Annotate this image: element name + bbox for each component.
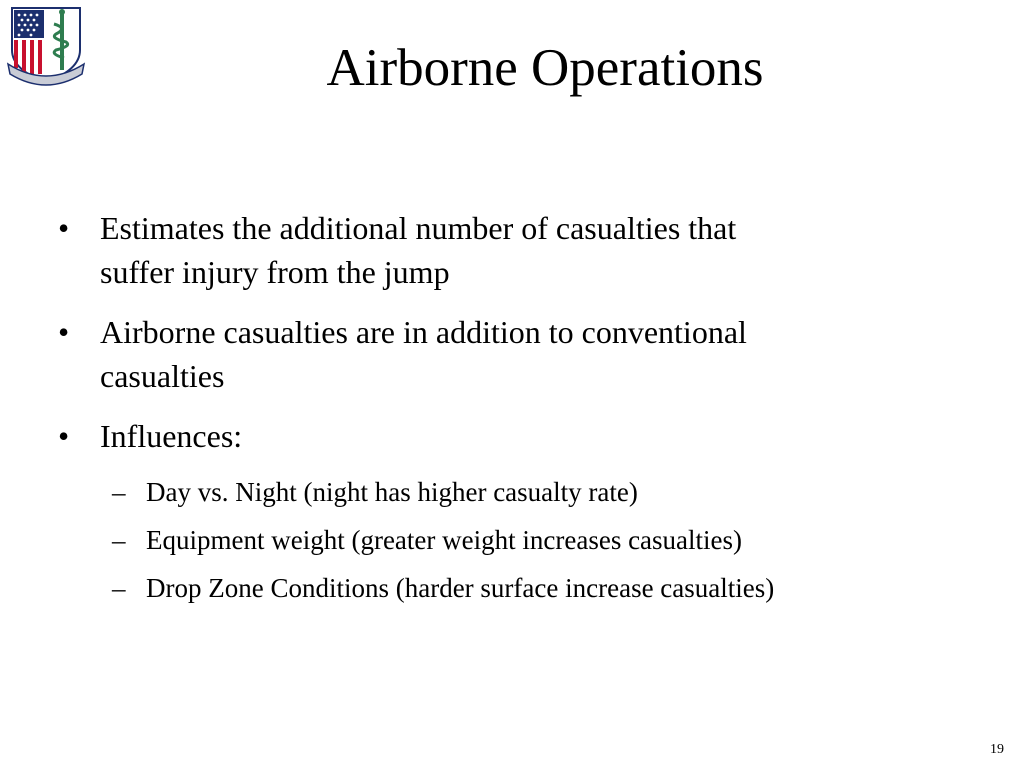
bullet-text-line: suffer injury from the jump bbox=[100, 254, 450, 290]
bullet-text-line: Estimates the additional number of casualties that bbox=[100, 210, 737, 246]
bullet-text-line: Airborne casualties are in addition to conventional bbox=[100, 314, 747, 350]
bullet-item bbox=[58, 206, 958, 294]
slide-number: 19 bbox=[990, 742, 1004, 757]
sub-bullet-text: Equipment weight (greater weight increases casualties) bbox=[146, 525, 743, 555]
bullet-text-line: casualties bbox=[100, 358, 225, 394]
sub-bullet-item bbox=[58, 522, 958, 558]
sub-bullet-text: Drop Zone Conditions (harder surface increase casualties) bbox=[146, 573, 775, 603]
bullet-marker: • bbox=[58, 210, 70, 246]
slide-content bbox=[58, 206, 958, 618]
sub-bullet-item bbox=[58, 570, 958, 606]
dash-marker: – bbox=[112, 477, 126, 507]
bullet-item bbox=[58, 414, 958, 458]
dash-marker: – bbox=[112, 573, 126, 603]
bullet-item bbox=[58, 310, 958, 398]
army-medical-crest-icon bbox=[6, 4, 86, 90]
dash-marker: – bbox=[112, 525, 126, 555]
bullet-marker: • bbox=[58, 314, 70, 350]
bullet-text-line: Influences: bbox=[100, 418, 243, 454]
sub-bullet-item bbox=[58, 474, 958, 510]
slide-title: Airborne Operations bbox=[326, 39, 764, 97]
sub-bullet-text: Day vs. Night (night has higher casualty rate) bbox=[146, 477, 638, 507]
bullet-marker: • bbox=[58, 418, 70, 454]
